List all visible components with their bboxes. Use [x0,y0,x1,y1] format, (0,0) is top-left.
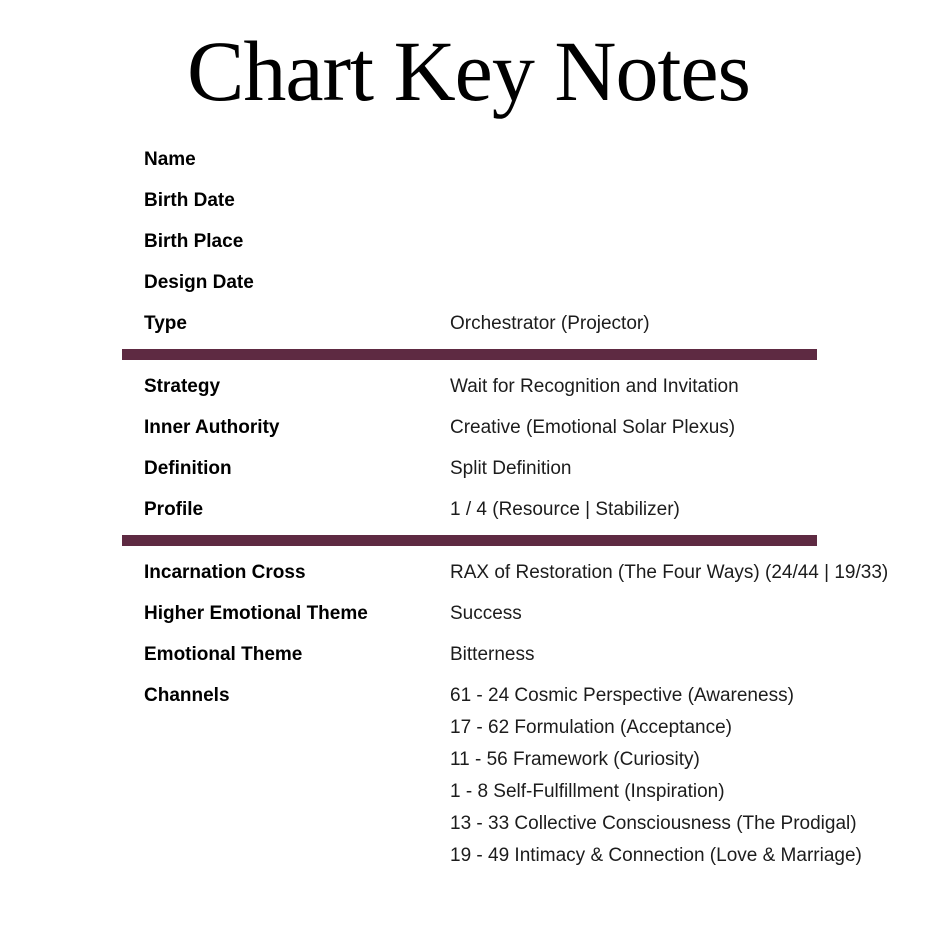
field-value [450,412,920,444]
value-line: 19 - 49 Intimacy & Connection (Love & Marriage) [450,844,862,866]
section-divider [122,349,817,360]
field-value [450,371,920,403]
field-label: Strategy [144,375,221,397]
value-line: RAX of Restoration (The Four Ways) (24/44 | 19/33) [450,561,889,583]
value-line: 11 - 56 Framework (Curiosity) [450,748,700,770]
field-label: Inner Authority [144,416,280,438]
value-line: Orchestrator (Projector) [450,312,650,334]
value-line: Wait for Recognition and Invitation [450,375,739,397]
field-label: Birth Place [144,230,244,252]
field-row [0,680,937,872]
field-value [450,494,920,526]
field-label: Birth Date [144,189,235,211]
value-line: Creative (Emotional Solar Plexus) [450,416,736,438]
value-line: 1 / 4 (Resource | Stabilizer) [450,498,680,520]
field-value [450,453,920,485]
field-label: Design Date [144,271,254,293]
field-row [0,308,937,340]
field-label: Type [144,312,187,334]
value-line: Success [450,602,522,624]
field-label: Channels [144,684,230,706]
field-label: Incarnation Cross [144,561,306,583]
field-row [0,185,937,217]
field-row [0,267,937,299]
field-row [0,639,937,671]
value-line: 17 - 62 Formulation (Acceptance) [450,716,732,738]
section-divider [122,535,817,546]
field-value [450,639,920,671]
field-value [450,680,920,872]
field-row [0,453,937,485]
value-line: Split Definition [450,457,572,479]
page-title: Chart Key Notes [187,23,750,119]
field-label: Definition [144,457,232,479]
field-row [0,494,937,526]
field-label: Higher Emotional Theme [144,602,368,624]
field-row [0,371,937,403]
fields [0,144,937,872]
field-row [0,144,937,176]
field-row [0,598,937,630]
field-value [450,598,920,630]
value-line: 1 - 8 Self-Fulfillment (Inspiration) [450,780,725,802]
value-line: Bitterness [450,643,535,665]
field-label: Emotional Theme [144,643,303,665]
field-row [0,557,937,589]
field-value [450,557,920,589]
field-row [0,412,937,444]
value-line: 13 - 33 Collective Consciousness (The Prodigal) [450,812,857,834]
field-label: Name [144,148,196,170]
field-value [450,308,920,340]
field-row [0,226,937,258]
field-label: Profile [144,498,204,520]
value-line: 61 - 24 Cosmic Perspective (Awareness) [450,684,794,706]
